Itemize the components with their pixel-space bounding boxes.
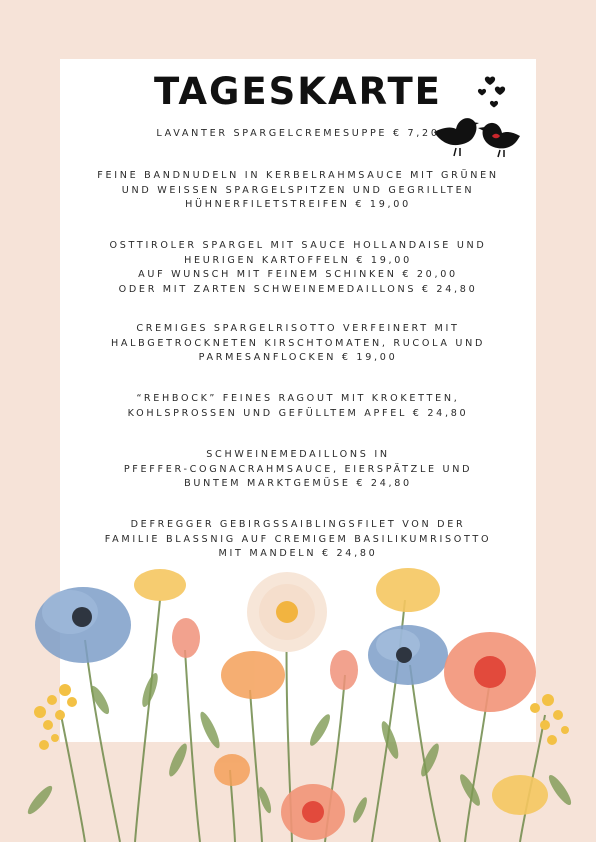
watercolor-wildflowers-illustration	[0, 555, 596, 842]
dish-line: HÜHNERFILETSTREIFEN € 19,00	[185, 199, 411, 210]
dish-line: PARMESANFLOCKEN € 19,00	[198, 352, 398, 363]
dish-line: “REHBOCK” FEINES RAGOUT MIT KROKETTEN,	[136, 393, 460, 404]
dish-line: ODER MIT ZARTEN SCHWEINEMEDAILLONS € 24,80	[118, 283, 478, 295]
dish-line: CREMIGES SPARGELRISOTTO VERFEINERT MIT	[136, 323, 460, 334]
love-birds-icon	[430, 70, 525, 160]
dish-line: FAMILIE BLASSNIG AUF CREMIGEM BASILIKUMRISOTTO	[104, 533, 492, 545]
dish-line: AUF WUNSCH MIT FEINEM SCHINKEN € 20,00	[138, 269, 458, 280]
dish-1	[60, 127, 536, 142]
dish-3	[60, 239, 536, 297]
dish-6	[60, 448, 536, 492]
dish-line: OSTTIROLER SPARGEL MIT SAUCE HOLLANDAISE UND	[109, 240, 487, 251]
dish-line: PFEFFER-COGNACRAHMSAUCE, EIERSPÄTZLE UND	[123, 463, 473, 475]
dish-line: SCHWEINEMEDAILLONS IN	[206, 449, 390, 460]
dish-line: DEFREGGER GEBIRGSSAIBLINGSFILET VON DER	[130, 519, 466, 530]
dish-line: KOHLSPROSSEN UND GEFÜLLTEM APFEL € 24,80	[127, 407, 469, 419]
dish-line: HEURIGEN KARTOFFELN € 19,00	[184, 254, 412, 266]
page-title: TAGESKARTE	[154, 70, 442, 113]
dish-line: HALBGETROCKNETEN KIRSCHTOMATEN, RUCOLA UND	[110, 337, 486, 349]
dish-line: MIT MANDELN € 24,80	[218, 548, 378, 559]
dish-4	[60, 322, 536, 366]
dish-line: UND WEISSEN SPARGELSPITZEN UND GEGRILLTEN	[121, 184, 475, 196]
dish-line: BUNTEM MARKTGEMÜSE € 24,80	[184, 478, 412, 489]
dish-line: LAVANTER SPARGELCREMESUPPE € 7,20	[156, 128, 440, 139]
dish-line: FEINE BANDNUDELN IN KERBELRAHMSAUCE MIT GRÜNEN	[97, 170, 499, 181]
dish-5	[60, 392, 536, 421]
dish-2	[60, 169, 536, 213]
